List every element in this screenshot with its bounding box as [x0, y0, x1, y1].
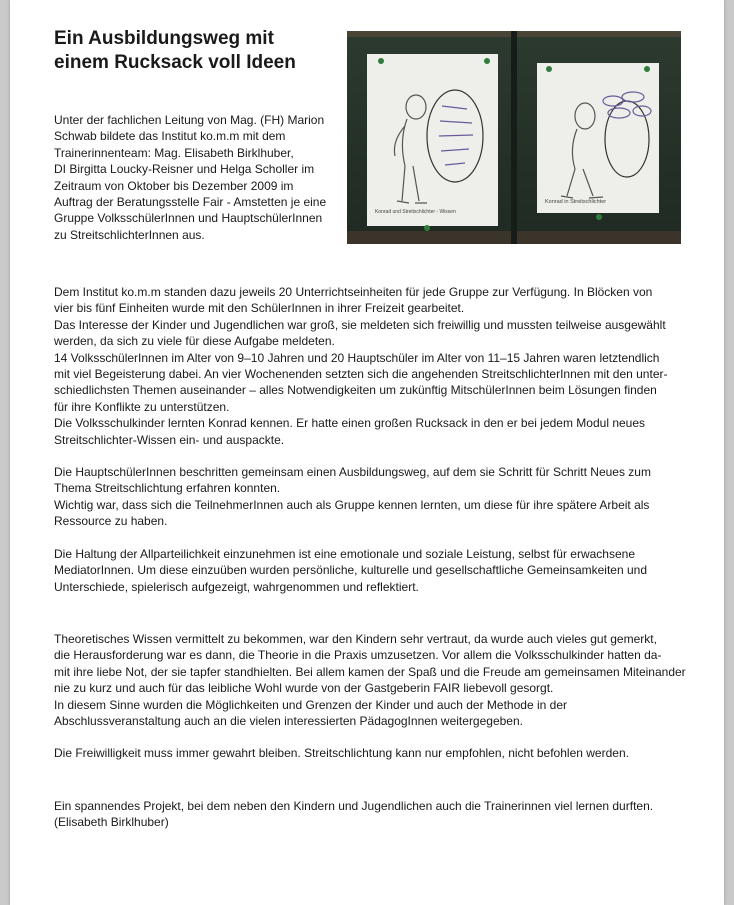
article-title: Ein Ausbildungsweg mit einem Rucksack voll Ideen [54, 28, 296, 73]
paragraph-6: Ein spannendes Projekt, bei dem neben den Kindern und Jugendlichen auch die Trainerinnen viel lernen durften. (Elisabeth Birklhuber) [54, 798, 654, 830]
article-photo [347, 31, 681, 244]
intro-paragraph: Unter der fachlichen Leitung von Mag. (FH) Marion Schwab bildete das Institut ko.m.m mit dem Trainerinnenteam: Mag. Elisabeth Birklhuber, DI Birgitta Loucky-Reisner und Helga Scholler im Zeitraum von Oktober bis Dezember 2009 im Auftrag der Beratungsstelle Fair - Amstetten je eine Gruppe VolksschülerInnen und HauptschülerInnen zu StreitschlichterInnen aus. [54, 113, 327, 242]
paragraph-4: Theoretisches Wissen vermittelt zu bekommen, war den Kindern sehr vertraut, da wurde auch vieles gut gemerkt, die Herausforderung war es dann, die Theorie in die Praxis umzusetzen. Vor allem die Volksschulkinder hatten da- mit ihre liebe Not, der sie tapfer standhielten. Bei allem kamen der Spaß und die Freude am gemeinsamen Miteinander nie zu kurz und auch für das leibliche Wohl wurde von der Gastgeberin FAIR liebevoll gesorgt. In diesem Sinne wurden die Möglichkeiten und Grenzen der Kinder und auch der Methode in der Abschlussveranstaltung auch an die vielen interessierten PädagogInnen weitergegeben. [54, 631, 686, 728]
paragraph-3: Die Haltung der Allparteilichkeit einzunehmen ist eine emotionale und soziale Leistung, selbst für erwachsene MediatorInnen. Um diese einzuüben wurden persönliche, kulturelle und gesellschaftliche Gemeinsamkeiten und Unterschiede, spielerisch aufgezeigt, wahrgenommen und reflektiert. [54, 546, 648, 594]
document-page [10, 0, 724, 905]
poster-right [537, 63, 659, 220]
poster-right-caption: Konrad in Streitschlichter [545, 199, 607, 205]
paragraph-2: Die HauptschülerInnen beschritten gemeinsam einen Ausbildungsweg, auf dem sie Schritt für Schritt Neues zum Thema Streitschlichtung erfahren konnten. Wichtig war, dass sich die TeilnehmerInnen auch als Gruppe kennen lernten, um diese für ihre spätere Arbeit als Ressource zu haben. [54, 465, 651, 529]
poster-left [367, 54, 498, 231]
paragraph-5: Die Freiwilligkeit muss immer gewahrt bleiben. Streitschlichtung kann nur empfohlen, nicht befohlen werden. [54, 746, 629, 761]
paragraph-1: Dem Institut ko.m.m standen dazu jeweils 20 Unterrichtseinheiten für jede Gruppe zur Verfügung. In Blöcken von vier bis fünf Einheiten wurde mit den SchülerInnen in ihrer Freizeit gearbeitet. Das Interesse der Kinder und Jugendlichen war groß, sie meldeten sich freiwillig und mussten teilweise ausgewählt werden, da sich zu viele für diese Aufgabe meldeten. 14 VolksschülerInnen im Alter von 9–10 Jahren und 20 Hauptschüler im Alter von 11–15 Jahren waren letztendlich mit viel Begeisterung dabei. An vier Wochenenden setzten sich die angehenden StreitschlichterInnen mit den unter- schiedlichsten Themen auseinander – alles Notwendigkeiten um zukünftig MitschülerInnen beim Lösungen finden für ihre Konflikte zu unterstützen. Die Volksschulkinder lernten Konrad kennen. Er hatte einen großen Rucksack in den er bei jedem Modul neues Streitschlichter-Wissen ein- und auspackte. [54, 285, 668, 447]
poster-left-caption: Konrad und Streitschlichter - Wissen [375, 209, 456, 215]
article-body [54, 284, 694, 831]
photo-blackboard-posters [347, 31, 681, 244]
